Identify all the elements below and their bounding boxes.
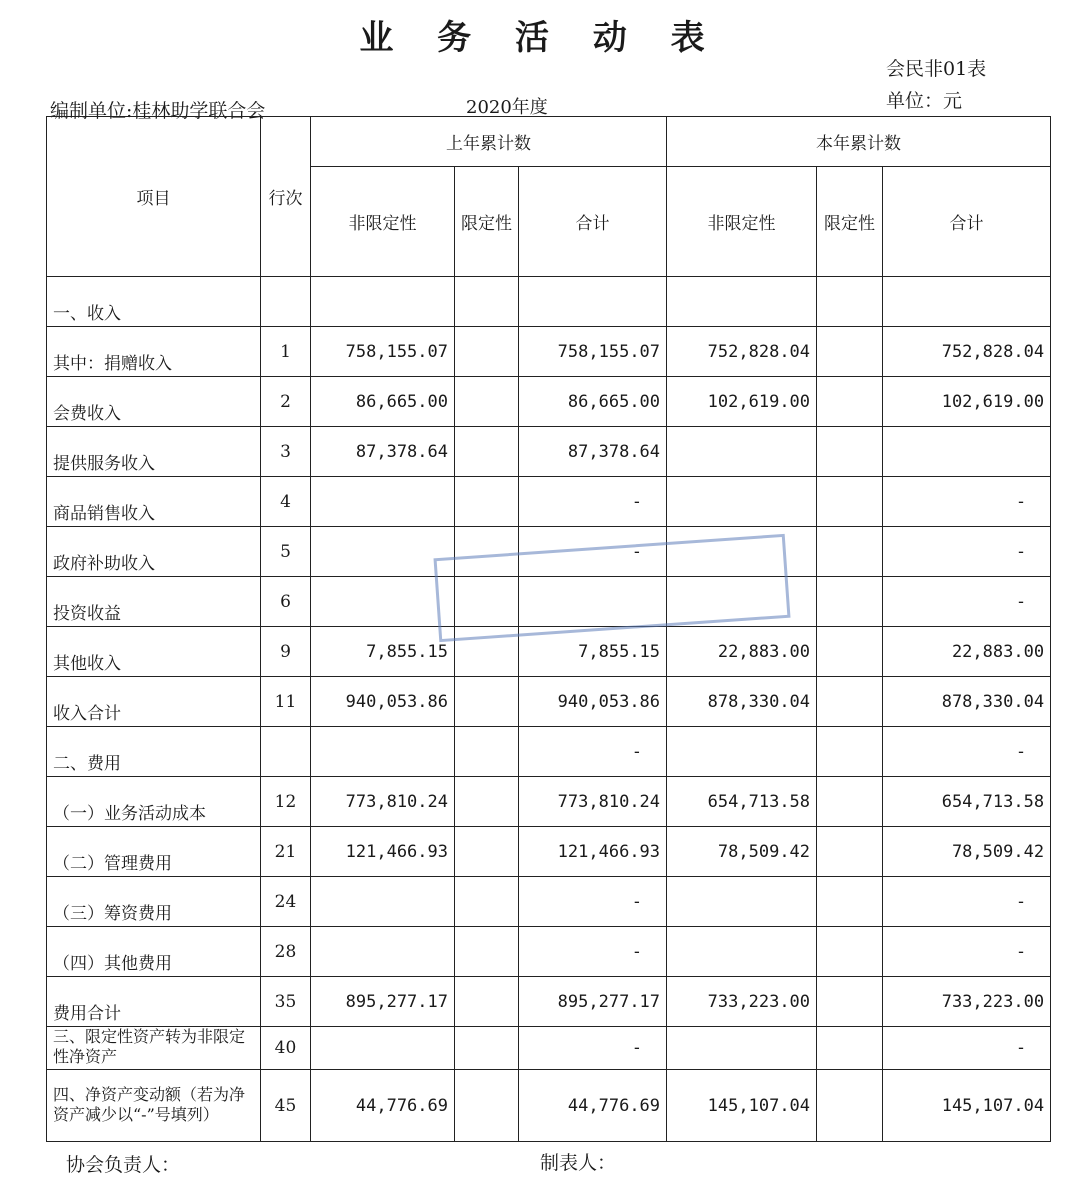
cell-prev-unrestricted: 773,810.24 [311,777,455,827]
row-line-no: 35 [261,977,311,1027]
cell-curr-restricted [817,777,883,827]
cell-curr-total: 102,619.00 [883,377,1051,427]
cell-curr-unrestricted [667,1027,817,1070]
cell-curr-unrestricted [667,927,817,977]
cell-prev-total: 773,810.24 [519,777,667,827]
cell-curr-restricted [817,1070,883,1142]
table-row [47,1070,1051,1142]
table-row [47,727,1051,777]
cell-prev-unrestricted: 86,665.00 [311,377,455,427]
cell-curr-total: - [883,727,1051,777]
cell-curr-unrestricted: 145,107.04 [667,1070,817,1142]
cell-curr-unrestricted: 78,509.42 [667,827,817,877]
cell-curr-unrestricted [667,577,817,627]
cell-curr-restricted [817,627,883,677]
cell-prev-restricted [455,377,519,427]
cell-prev-unrestricted: 44,776.69 [311,1070,455,1142]
cell-prev-unrestricted [311,277,455,327]
row-item: 提供服务收入 [47,427,261,477]
table-row [47,577,1051,627]
cell-prev-total: - [519,877,667,927]
cell-prev-unrestricted: 895,277.17 [311,977,455,1027]
cell-curr-unrestricted [667,527,817,577]
cell-prev-unrestricted [311,1027,455,1070]
table-row [47,527,1051,577]
cell-curr-unrestricted [667,477,817,527]
table-row [47,277,1051,327]
cell-prev-total: - [519,927,667,977]
header-prev-year: 上年累计数 [311,117,667,167]
cell-curr-restricted [817,927,883,977]
page-title: 业 务 活 动 表 [359,18,721,58]
cell-curr-unrestricted [667,877,817,927]
row-item: 四、净资产变动额（若为净资产减少以“-”号填列） [47,1070,261,1142]
table-row [47,1027,1051,1070]
cell-prev-restricted [455,627,519,677]
cell-curr-restricted [817,527,883,577]
cell-curr-total: - [883,877,1051,927]
header-curr-unrestricted: 非限定性 [667,167,817,277]
cell-curr-restricted [817,977,883,1027]
cell-prev-total: 940,053.86 [519,677,667,727]
row-line-no: 1 [261,327,311,377]
row-line-no: 3 [261,427,311,477]
header-curr-total: 合计 [883,167,1051,277]
row-line-no [261,727,311,777]
row-item: 其中：捐赠收入 [47,327,261,377]
cell-prev-total: 758,155.07 [519,327,667,377]
cell-prev-unrestricted [311,477,455,527]
cell-curr-restricted [817,377,883,427]
table-row [47,977,1051,1027]
header-current-year: 本年累计数 [667,117,1051,167]
currency-unit: 单位：元 [886,90,963,112]
cell-prev-unrestricted [311,527,455,577]
row-item: （四）其他费用 [47,927,261,977]
cell-prev-restricted [455,877,519,927]
cell-curr-total: 145,107.04 [883,1070,1051,1142]
cell-curr-total: 752,828.04 [883,327,1051,377]
row-line-no: 5 [261,527,311,577]
cell-prev-unrestricted: 758,155.07 [311,327,455,377]
cell-prev-restricted [455,1070,519,1142]
cell-curr-restricted [817,427,883,477]
row-line-no [261,277,311,327]
table-row [47,427,1051,477]
table-row [47,327,1051,377]
row-item: 会费收入 [47,377,261,427]
cell-prev-total: 895,277.17 [519,977,667,1027]
table-row [47,777,1051,827]
row-item: 商品销售收入 [47,477,261,527]
cell-prev-unrestricted [311,877,455,927]
cell-prev-restricted [455,277,519,327]
row-item: 其他收入 [47,627,261,677]
cell-curr-unrestricted: 102,619.00 [667,377,817,427]
header-curr-restricted: 限定性 [817,167,883,277]
row-line-no: 11 [261,677,311,727]
cell-prev-restricted [455,577,519,627]
row-item: （一）业务活动成本 [47,777,261,827]
row-line-no: 2 [261,377,311,427]
table-row [47,927,1051,977]
table-row [47,627,1051,677]
cell-prev-total [519,277,667,327]
activity-statement-table [46,116,1051,1142]
reporting-organization: 编制单位:桂林助学联合会 [50,100,266,122]
row-line-no: 6 [261,577,311,627]
table-row [47,477,1051,527]
cell-prev-restricted [455,327,519,377]
cell-prev-total: 7,855.15 [519,627,667,677]
cell-prev-restricted [455,827,519,877]
row-item: 费用合计 [47,977,261,1027]
row-item: 三、限定性资产转为非限定性净资产 [47,1027,261,1070]
cell-curr-total: - [883,527,1051,577]
cell-prev-unrestricted [311,727,455,777]
cell-prev-restricted [455,777,519,827]
table-row [47,677,1051,727]
row-item: （三）筹资费用 [47,877,261,927]
cell-curr-total: 878,330.04 [883,677,1051,727]
row-line-no: 45 [261,1070,311,1142]
row-line-no: 4 [261,477,311,527]
cell-curr-unrestricted: 878,330.04 [667,677,817,727]
cell-prev-unrestricted: 121,466.93 [311,827,455,877]
cell-curr-total: 22,883.00 [883,627,1051,677]
cell-curr-total: 654,713.58 [883,777,1051,827]
table-row [47,827,1051,877]
row-line-no: 24 [261,877,311,927]
header-item: 项目 [47,117,261,277]
cell-curr-total: - [883,577,1051,627]
cell-prev-restricted [455,977,519,1027]
row-line-no: 12 [261,777,311,827]
cell-curr-unrestricted: 22,883.00 [667,627,817,677]
header-prev-total: 合计 [519,167,667,277]
cell-prev-total: 44,776.69 [519,1070,667,1142]
cell-curr-restricted [817,877,883,927]
header-prev-unrestricted: 非限定性 [311,167,455,277]
row-item: 收入合计 [47,677,261,727]
cell-curr-total: - [883,1027,1051,1070]
cell-prev-restricted [455,427,519,477]
header-line-no: 行次 [261,117,311,277]
cell-prev-unrestricted [311,927,455,977]
cell-prev-unrestricted [311,577,455,627]
cell-curr-unrestricted: 752,828.04 [667,327,817,377]
row-item: （二）管理费用 [47,827,261,877]
cell-prev-total: 121,466.93 [519,827,667,877]
cell-curr-total: - [883,927,1051,977]
cell-prev-unrestricted: 940,053.86 [311,677,455,727]
cell-prev-total: 86,665.00 [519,377,667,427]
cell-prev-total: - [519,1027,667,1070]
cell-curr-restricted [817,727,883,777]
cell-prev-unrestricted: 7,855.15 [311,627,455,677]
row-item: 一、收入 [47,277,261,327]
table-row [47,877,1051,927]
cell-prev-total: 87,378.64 [519,427,667,477]
row-line-no: 21 [261,827,311,877]
cell-prev-total [519,577,667,627]
cell-curr-total: 733,223.00 [883,977,1051,1027]
cell-curr-total: 78,509.42 [883,827,1051,877]
cell-curr-total: - [883,477,1051,527]
header-prev-restricted: 限定性 [455,167,519,277]
cell-prev-unrestricted: 87,378.64 [311,427,455,477]
cell-curr-unrestricted: 733,223.00 [667,977,817,1027]
cell-curr-restricted [817,577,883,627]
cell-prev-restricted [455,927,519,977]
table-row [47,377,1051,427]
cell-prev-restricted [455,727,519,777]
cell-prev-total: - [519,477,667,527]
cell-curr-restricted [817,1027,883,1070]
cell-prev-total: - [519,727,667,777]
cell-curr-unrestricted [667,727,817,777]
row-item: 二、费用 [47,727,261,777]
cell-prev-restricted [455,677,519,727]
cell-prev-restricted [455,1027,519,1070]
cell-prev-restricted [455,527,519,577]
row-item: 政府补助收入 [47,527,261,577]
cell-curr-unrestricted [667,427,817,477]
row-item: 投资收益 [47,577,261,627]
cell-curr-restricted [817,827,883,877]
association-leader-signature: 协会负责人： [66,1154,181,1176]
report-year: 2020年度 [466,97,548,118]
row-line-no: 9 [261,627,311,677]
cell-prev-restricted [455,477,519,527]
cell-prev-total: - [519,527,667,577]
preparer-signature: 制表人： [540,1152,617,1174]
form-code: 会民非01表 [886,58,987,80]
cell-curr-total [883,277,1051,327]
cell-curr-unrestricted [667,277,817,327]
row-line-no: 40 [261,1027,311,1070]
cell-curr-unrestricted: 654,713.58 [667,777,817,827]
cell-curr-total [883,427,1051,477]
cell-curr-restricted [817,327,883,377]
row-line-no: 28 [261,927,311,977]
cell-curr-restricted [817,677,883,727]
cell-curr-restricted [817,477,883,527]
cell-curr-restricted [817,277,883,327]
